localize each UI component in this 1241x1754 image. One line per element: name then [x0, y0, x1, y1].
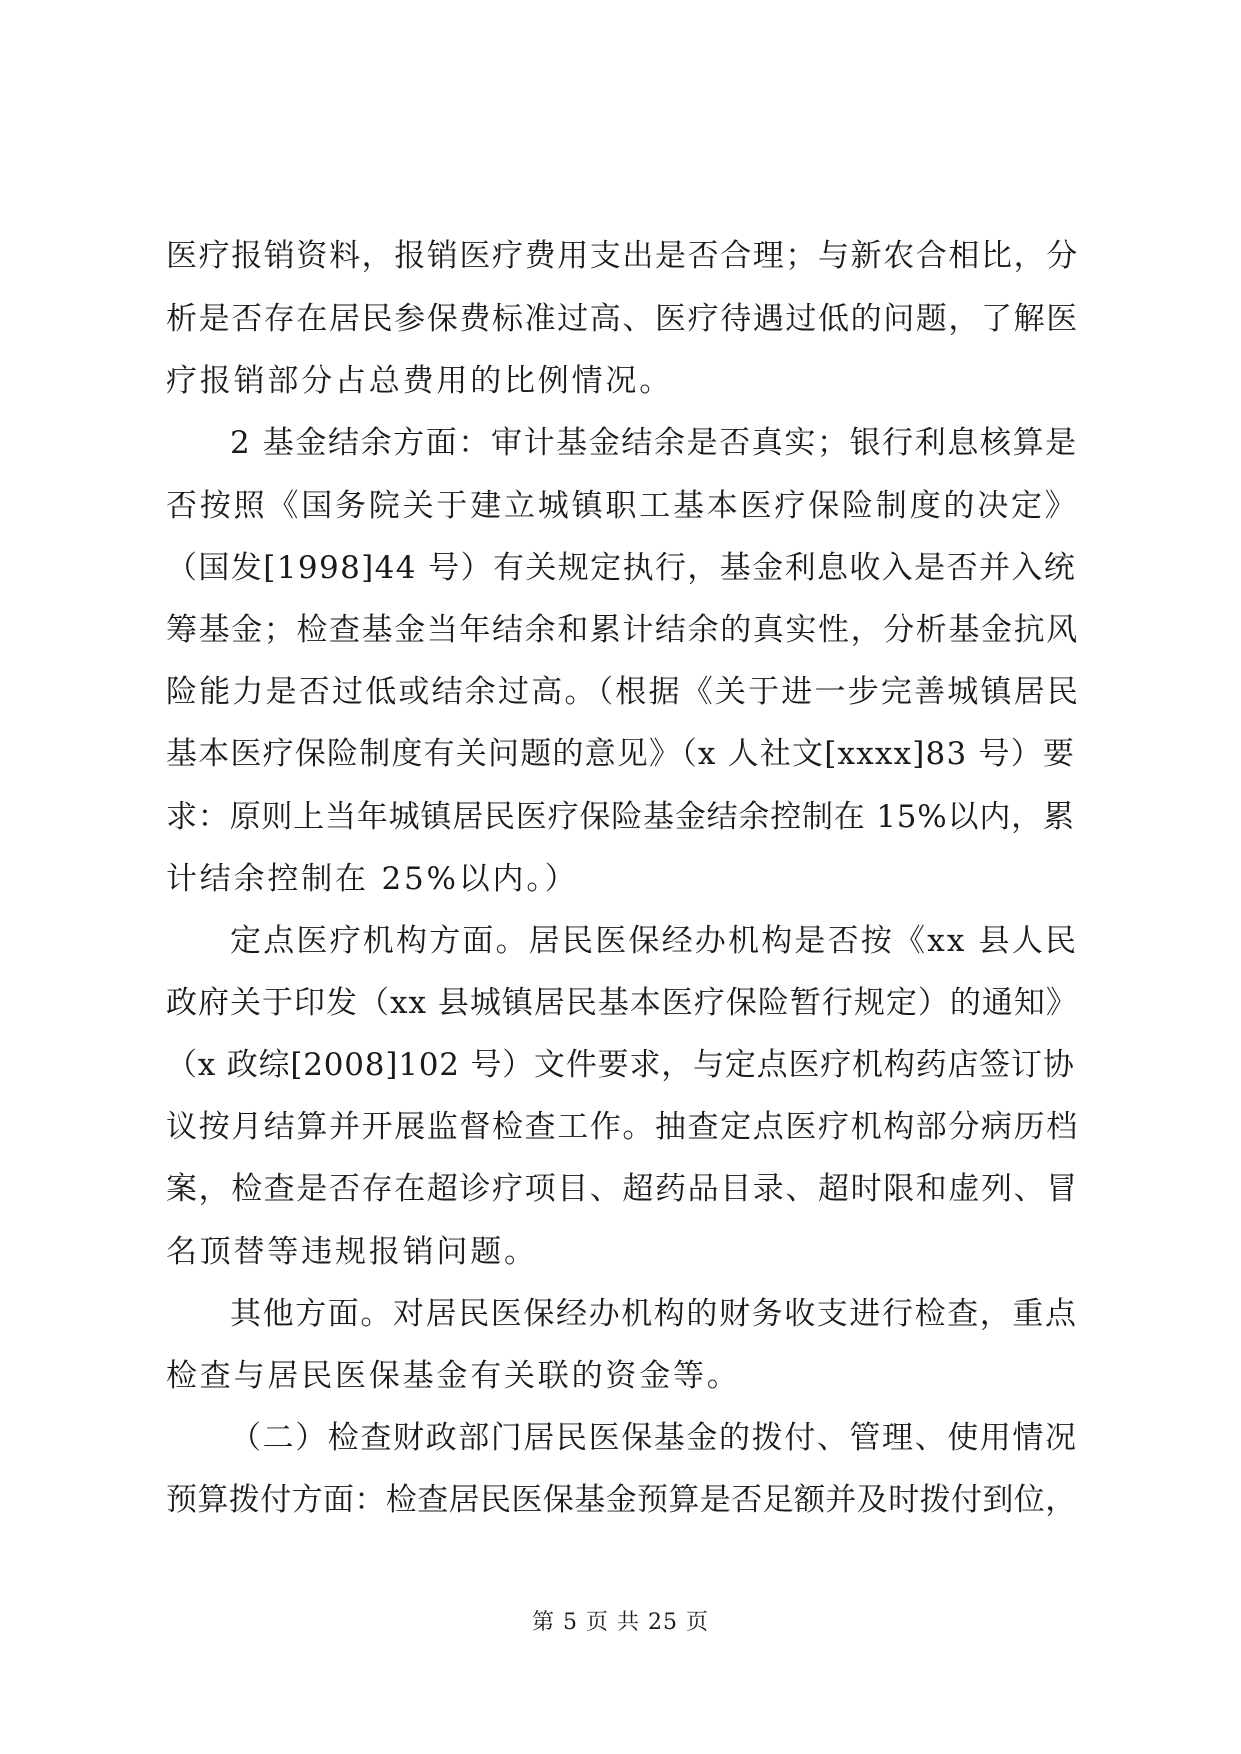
text-line: 案，检查是否存在超诊疗项目、超药品目录、超时限和虚列、冒	[166, 1171, 1079, 1207]
text-line: 议按月结算并开展监督检查工作。抽查定点医疗机构部分病历档	[166, 1109, 1079, 1145]
text-line: 否按照《国务院关于建立城镇职工基本医疗保险制度的决定》	[166, 488, 1079, 524]
text-line: 疗报销部分占总费用的比例情况。	[166, 363, 673, 399]
text-line: 预算拨付方面：检查居民医保基金预算是否足额并及时拨付到位，	[166, 1482, 1077, 1518]
text-line: 检查与居民医保基金有关联的资金等。	[166, 1358, 741, 1394]
text-line: 计结余控制在 25%以内。）	[166, 861, 579, 897]
text-line: 析是否存在居民参保费标准过高、医疗待遇过低的问题，了解医	[166, 301, 1079, 337]
text-line: 险能力是否过低或结余过高。（根据《关于进一步完善城镇居民	[166, 674, 1081, 710]
text-line: 名顶替等违规报销问题。	[166, 1234, 538, 1270]
text-line: 求：原则上当年城镇居民医疗保险基金结余控制在 15%以内，累	[166, 799, 1075, 835]
page-footer: 第 5 页 共 25 页	[532, 1610, 709, 1635]
text-line: 2 基金结余方面：审计基金结余是否真实；银行利息核算是	[230, 425, 1078, 461]
text-line: 医疗报销资料，报销医疗费用支出是否合理；与新农合相比，分	[166, 238, 1079, 274]
text-line: 筹基金；检查基金当年结余和累计结余的真实性，分析基金抗风	[166, 612, 1079, 648]
section-heading: （二）检查财政部门居民医保基金的拨付、管理、使用情况	[230, 1420, 1078, 1456]
text-line: 基本医疗保险制度有关问题的意见》（x 人社文[xxxx]83 号）要	[166, 736, 1076, 772]
text-line: 其他方面。对居民医保经办机构的财务收支进行检查，重点	[230, 1296, 1078, 1332]
text-line: （国发[1998]44 号）有关规定执行，基金利息收入是否并入统	[166, 550, 1077, 586]
text-line: 政府关于印发（xx 县城镇居民基本医疗保险暂行规定）的通知》	[166, 985, 1078, 1021]
text-line: （x 政综[2008]102 号）文件要求，与定点医疗机构药店签订协	[166, 1047, 1075, 1083]
text-line: 定点医疗机构方面。居民医保经办机构是否按《xx 县人民	[230, 923, 1079, 959]
